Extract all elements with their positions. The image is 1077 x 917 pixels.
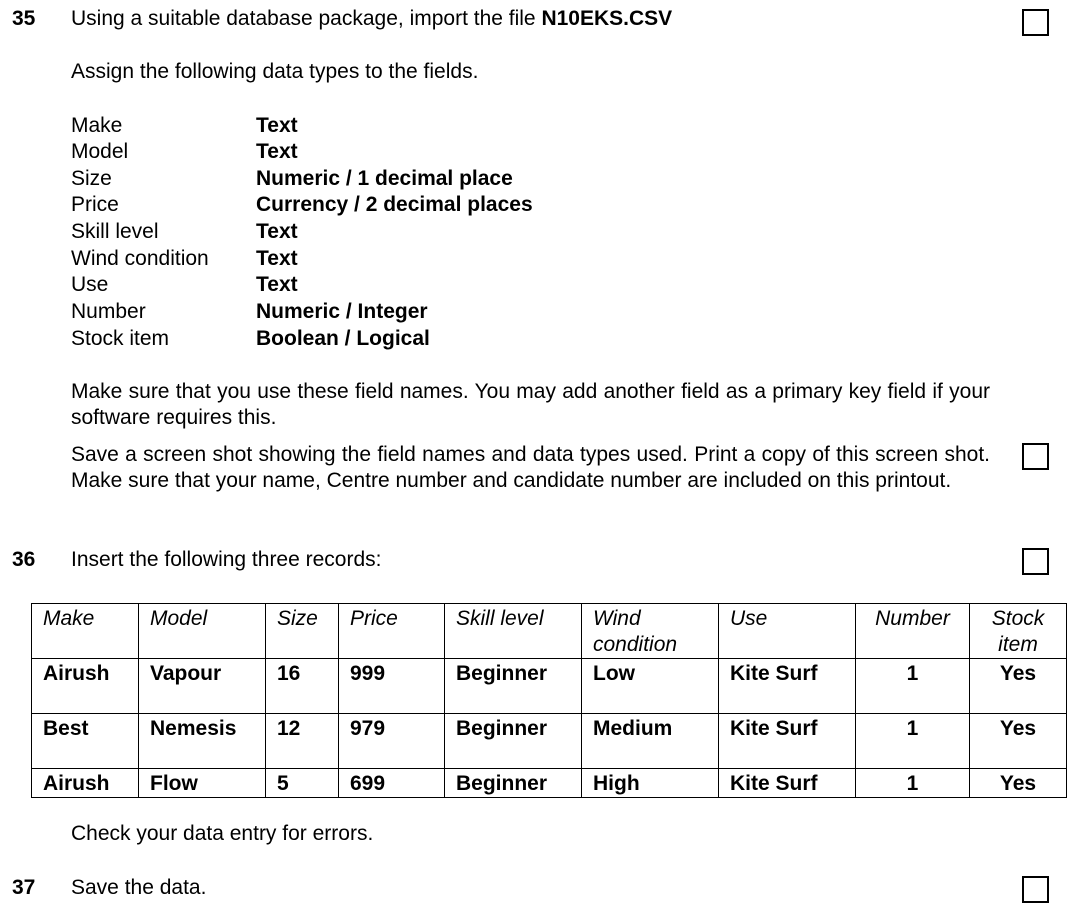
- table-cell: Vapour: [139, 659, 266, 714]
- field-type: Numeric / Integer: [256, 300, 428, 323]
- field-type: Numeric / 1 decimal place: [256, 167, 513, 190]
- table-row: [32, 769, 1067, 798]
- table-cell: Beginner: [445, 659, 582, 714]
- table-row: [32, 714, 1067, 769]
- field-type: Boolean / Logical: [256, 327, 430, 350]
- table-cell: Kite Surf: [719, 659, 856, 714]
- table-cell: 1: [856, 659, 970, 714]
- q35-checkbox-1[interactable]: [1022, 9, 1049, 36]
- field-type: Text: [256, 140, 298, 163]
- table-cell: Beginner: [445, 769, 582, 798]
- table-cell: 5: [266, 769, 339, 798]
- table-cell: 1: [856, 714, 970, 769]
- field-type: Text: [256, 220, 298, 243]
- q37-text: Save the data.: [71, 876, 207, 899]
- field-name: Use: [71, 273, 109, 296]
- field-name: Wind condition: [71, 247, 209, 270]
- table-cell: Airush: [32, 659, 139, 714]
- table-cell: Medium: [582, 714, 719, 769]
- table-cell: Yes: [970, 769, 1067, 798]
- field-name: Model: [71, 140, 129, 163]
- records-table: [31, 603, 1067, 798]
- table-cell: Best: [32, 714, 139, 769]
- q35-filename: N10EKS.CSV: [541, 7, 673, 30]
- table-cell: Yes: [970, 714, 1067, 769]
- q36-check-text: Check your data entry for errors.: [71, 822, 374, 845]
- header-cell: Number: [856, 604, 970, 659]
- header-cell: Stock item: [970, 604, 1067, 659]
- table-cell: High: [582, 769, 719, 798]
- table-header-row: [32, 604, 1067, 659]
- header-cell: Model: [139, 604, 266, 659]
- field-type: Text: [256, 247, 298, 270]
- table-cell: Kite Surf: [719, 769, 856, 798]
- header-cell: Make: [32, 604, 139, 659]
- header-cell: Skill level: [445, 604, 582, 659]
- field-type: Text: [256, 273, 298, 296]
- q35-screenshot-note: Save a screen shot showing the field names and data types used. Print a copy of this screen shot. Make sure that your name, Centre number and candidate number are included on this printout.: [71, 443, 990, 492]
- q37-checkbox[interactable]: [1022, 876, 1049, 903]
- field-name: Make: [71, 114, 123, 137]
- header-cell: Wind condition: [582, 604, 719, 659]
- table-cell: Flow: [139, 769, 266, 798]
- q36-intro: Insert the following three records:: [71, 548, 382, 571]
- question-number-35: 35: [12, 7, 36, 30]
- field-type: Currency / 2 decimal places: [256, 193, 533, 216]
- field-type: Text: [256, 114, 298, 137]
- q35-checkbox-2[interactable]: [1022, 443, 1049, 470]
- table-cell: 12: [266, 714, 339, 769]
- field-name: Number: [71, 300, 146, 323]
- q35-assign-text: Assign the following data types to the fields.: [71, 60, 479, 83]
- header-cell: Price: [339, 604, 445, 659]
- table-cell: Beginner: [445, 714, 582, 769]
- header-cell: Use: [719, 604, 856, 659]
- table-cell: 699: [339, 769, 445, 798]
- table-cell: Yes: [970, 659, 1067, 714]
- table-row: [32, 659, 1067, 714]
- header-cell: Size: [266, 604, 339, 659]
- field-name: Stock item: [71, 327, 170, 350]
- question-number-37: 37: [12, 876, 36, 899]
- table-cell: Nemesis: [139, 714, 266, 769]
- field-name: Price: [71, 193, 119, 216]
- table-cell: 999: [339, 659, 445, 714]
- q35-intro: Using a suitable database package, import the file: [71, 7, 542, 30]
- table-cell: 16: [266, 659, 339, 714]
- table-cell: Airush: [32, 769, 139, 798]
- table-cell: Low: [582, 659, 719, 714]
- table-cell: 979: [339, 714, 445, 769]
- q35-field-names-note: Make sure that you use these field names. You may add another field as a primary key field if your software requires this.: [71, 380, 990, 429]
- field-name: Size: [71, 167, 112, 190]
- q35-instruction: [71, 7, 672, 31]
- field-name: Skill level: [71, 220, 159, 243]
- question-number-36: 36: [12, 548, 36, 571]
- table-cell: 1: [856, 769, 970, 798]
- table-cell: Kite Surf: [719, 714, 856, 769]
- q36-checkbox[interactable]: [1022, 548, 1049, 575]
